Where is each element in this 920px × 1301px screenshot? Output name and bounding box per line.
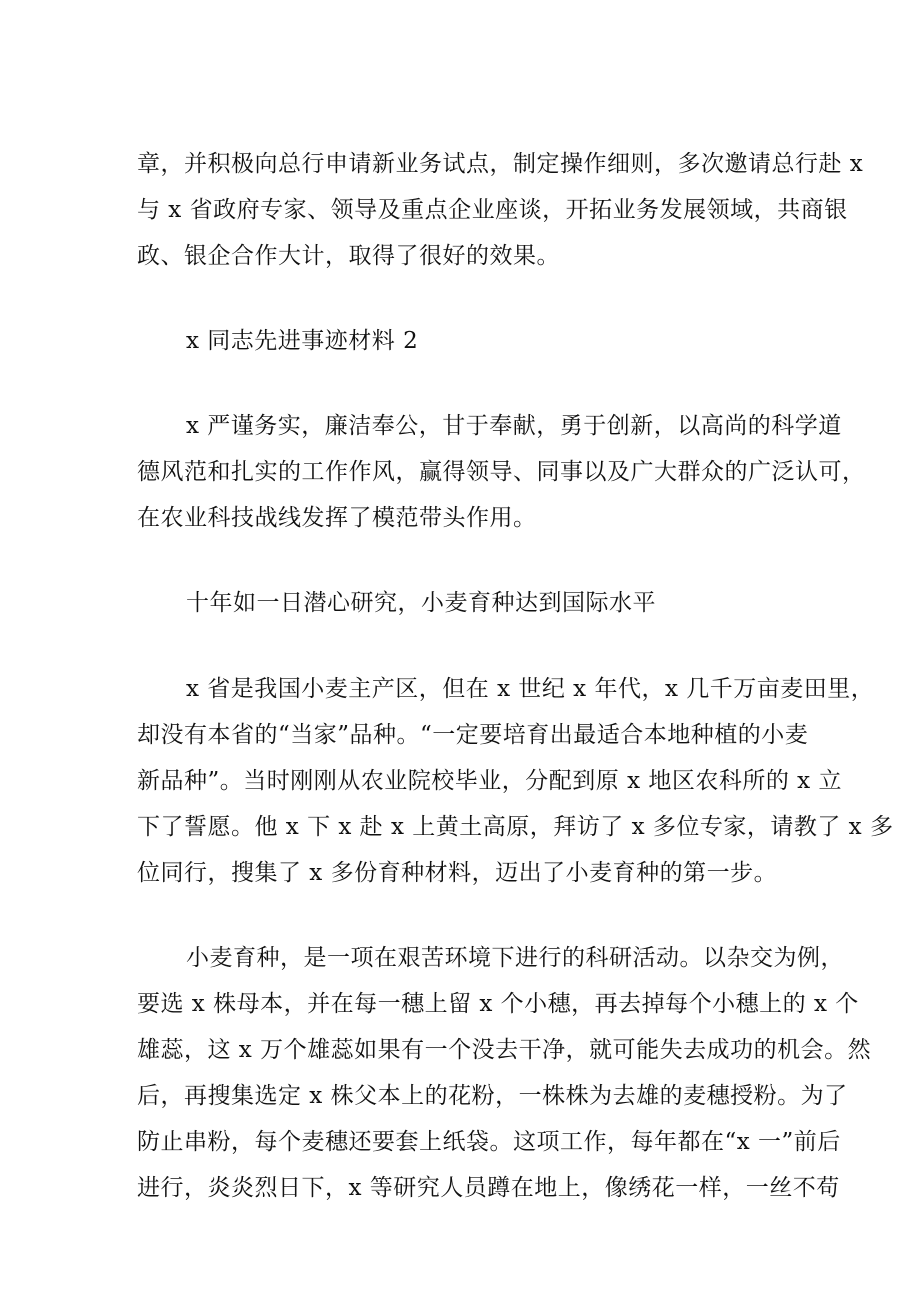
text-line: 与 x 省政府专家、领导及重点企业座谈，开拓业务发展领域，共商银	[137, 197, 848, 223]
text-line: 德风范和扎实的工作作风，赢得领导、同事以及广大群众的广泛认可，	[137, 459, 866, 485]
text-line: 后，再搜集选定 x 株父本上的花粉，一株株为去雄的麦穗授粉。为了	[137, 1083, 848, 1109]
text-line: 政、银企合作大计，取得了很好的效果。	[137, 243, 560, 269]
text-line: 防止串粉，每个麦穗还要套上纸袋。这项工作，每年都在“x 一”前后	[137, 1129, 841, 1155]
text-line: 进行，炎炎烈日下，x 等研究人员蹲在地上，像绣花一样，一丝不苟	[137, 1175, 840, 1201]
section-heading	[0, 296, 920, 386]
paragraph-6-line-6	[0, 1143, 920, 1233]
text-line: 要选 x 株母本，并在每一穗上留 x 个小穗，再去掉每个小穗上的 x 个	[137, 991, 859, 1017]
paragraph-5-line-5	[0, 828, 920, 918]
text-line: 在农业科技战线发挥了模范带头作用。	[137, 505, 537, 531]
heading-text: 十年如一日潜心研究，小麦育种达到国际水平	[186, 590, 656, 616]
text-line: 章，并积极向总行申请新业务试点，制定操作细则，多次邀请总行赴 x	[137, 151, 864, 177]
text-line: 雄蕊，这 x 万个雄蕊如果有一个没去干净，就可能失去成功的机会。然	[137, 1037, 872, 1063]
heading-text: x 同志先进事迹材料 2	[186, 328, 419, 354]
text-line: x 严谨务实，廉洁奉公，甘于奉献，勇于创新，以高尚的科学道	[186, 413, 842, 439]
text-line: 新品种”。当时刚刚从农业院校毕业，分配到原 x 地区农科所的 x 立	[137, 768, 842, 794]
text-line: x 省是我国小麦主产区，但在 x 世纪 x 年代，x 几千万亩麦田里，	[186, 676, 875, 702]
text-line: 却没有本省的“当家”品种。“一定要培育出最适合本地种植的小麦	[137, 722, 809, 748]
subsection-heading	[0, 558, 920, 648]
text-line: 位同行，搜集了 x 多份育种材料，迈出了小麦育种的第一步。	[137, 860, 778, 886]
paragraph-3-line-3	[0, 473, 920, 563]
text-line: 下了誓愿。他 x 下 x 赴 x 上黄土高原，拜访了 x 多位专家，请教了 x 多	[137, 814, 894, 840]
text-line: 小麦育种，是一项在艰苦环境下进行的科研活动。以杂交为例，	[186, 945, 844, 971]
paragraph-1-line-3	[0, 211, 920, 301]
